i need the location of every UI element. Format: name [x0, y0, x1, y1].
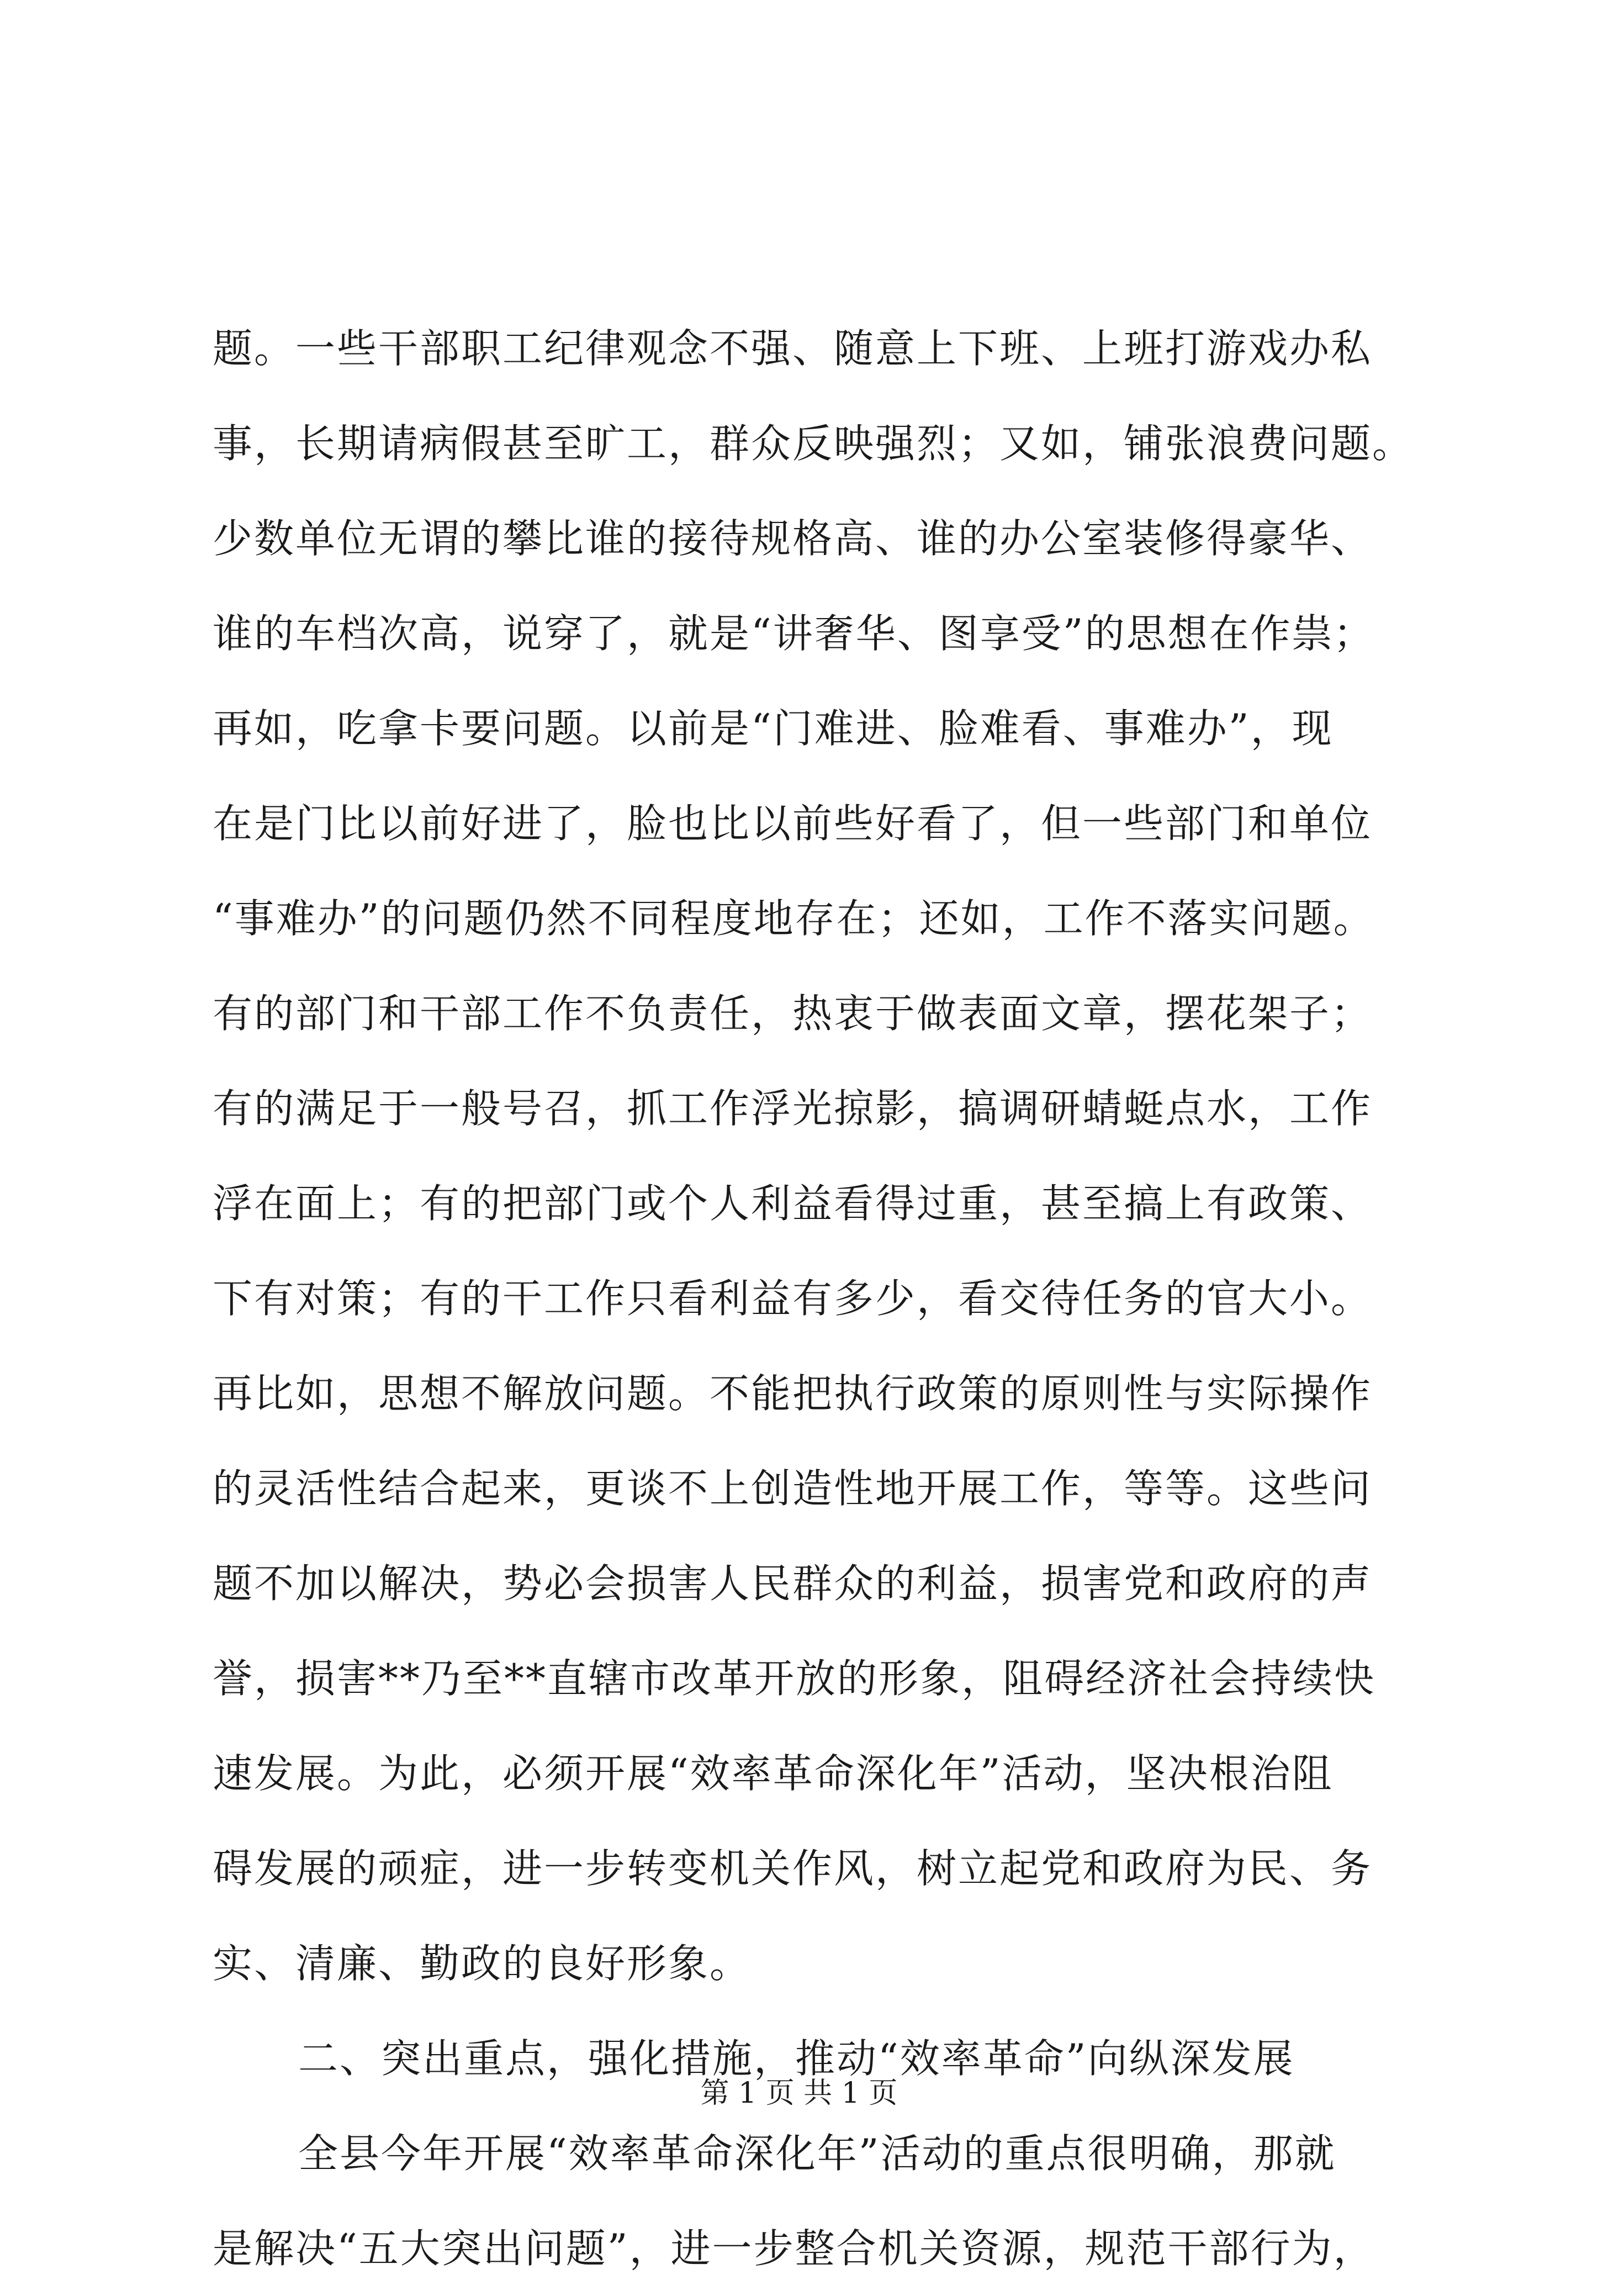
text-line: 碍发展的顽症，进一步转变机关作风，树立起党和政府为民、务: [213, 1845, 1373, 1892]
text-line: 二、突出重点，强化措施，推动“效率革命”向纵深发展: [298, 2035, 1295, 2082]
text-line: 少数单位无谓的攀比谁的接待规格高、谁的办公室装修得豪华、: [213, 515, 1373, 562]
text-line: 的灵活性结合起来，更谈不上创造性地开展工作，等等。这些问: [213, 1465, 1373, 1512]
text-line: 实、清廉、勤政的良好形象。: [213, 1940, 752, 1987]
text-line: 是解决“五大突出问题”，进一步整合机关资源，规范干部行为，: [213, 2225, 1375, 2272]
text-line: 浮在面上；有的把部门或个人利益看得过重，甚至搞上有政策、: [213, 1180, 1373, 1227]
text-line: 有的部门和干部工作不负责任，热衷于做表面文章，摆花架子；: [213, 990, 1373, 1037]
text-line: 在是门比以前好进了，脸也比以前些好看了，但一些部门和单位: [213, 800, 1373, 847]
text-line: 誉，损害**乃至**直辖市改革开放的形象，阻碍经济社会持续快: [213, 1655, 1376, 1702]
text-line: “事难办”的问题仍然不同程度地存在；还如，工作不落实问题。: [213, 895, 1375, 942]
page-footer: 第 1 页 共 1 页: [700, 2077, 898, 2110]
text-line: 谁的车档次高，说穿了，就是“讲奢华、图享受”的思想在作祟；: [213, 610, 1375, 657]
text-line: 事，长期请病假甚至旷工，群众反映强烈；又如，铺张浪费问题。: [213, 420, 1414, 467]
text-line: 全县今年开展“效率革命深化年”活动的重点很明确，那就: [298, 2130, 1336, 2177]
text-line: 有的满足于一般号召，抓工作浮光掠影，搞调研蜻蜓点水，工作: [213, 1085, 1373, 1132]
text-line: 速发展。为此，必须开展“效率革命深化年”活动，坚决根治阻: [213, 1750, 1334, 1797]
document-body: [213, 301, 1414, 2296]
text-line: 再如，吃拿卡要问题。以前是“门难进、脸难看、事难办”，现: [213, 705, 1334, 752]
text-line: 题。一些干部职工纪律观念不强、随意上下班、上班打游戏办私: [213, 325, 1373, 372]
text-line: 再比如，思想不解放问题。不能把执行政策的原则性与实际操作: [213, 1370, 1373, 1417]
text-line: 下有对策；有的干工作只看利益有多少，看交待任务的官大小。: [213, 1275, 1373, 1322]
text-line: 题不加以解决，势必会损害人民群众的利益，损害党和政府的声: [213, 1560, 1373, 1607]
